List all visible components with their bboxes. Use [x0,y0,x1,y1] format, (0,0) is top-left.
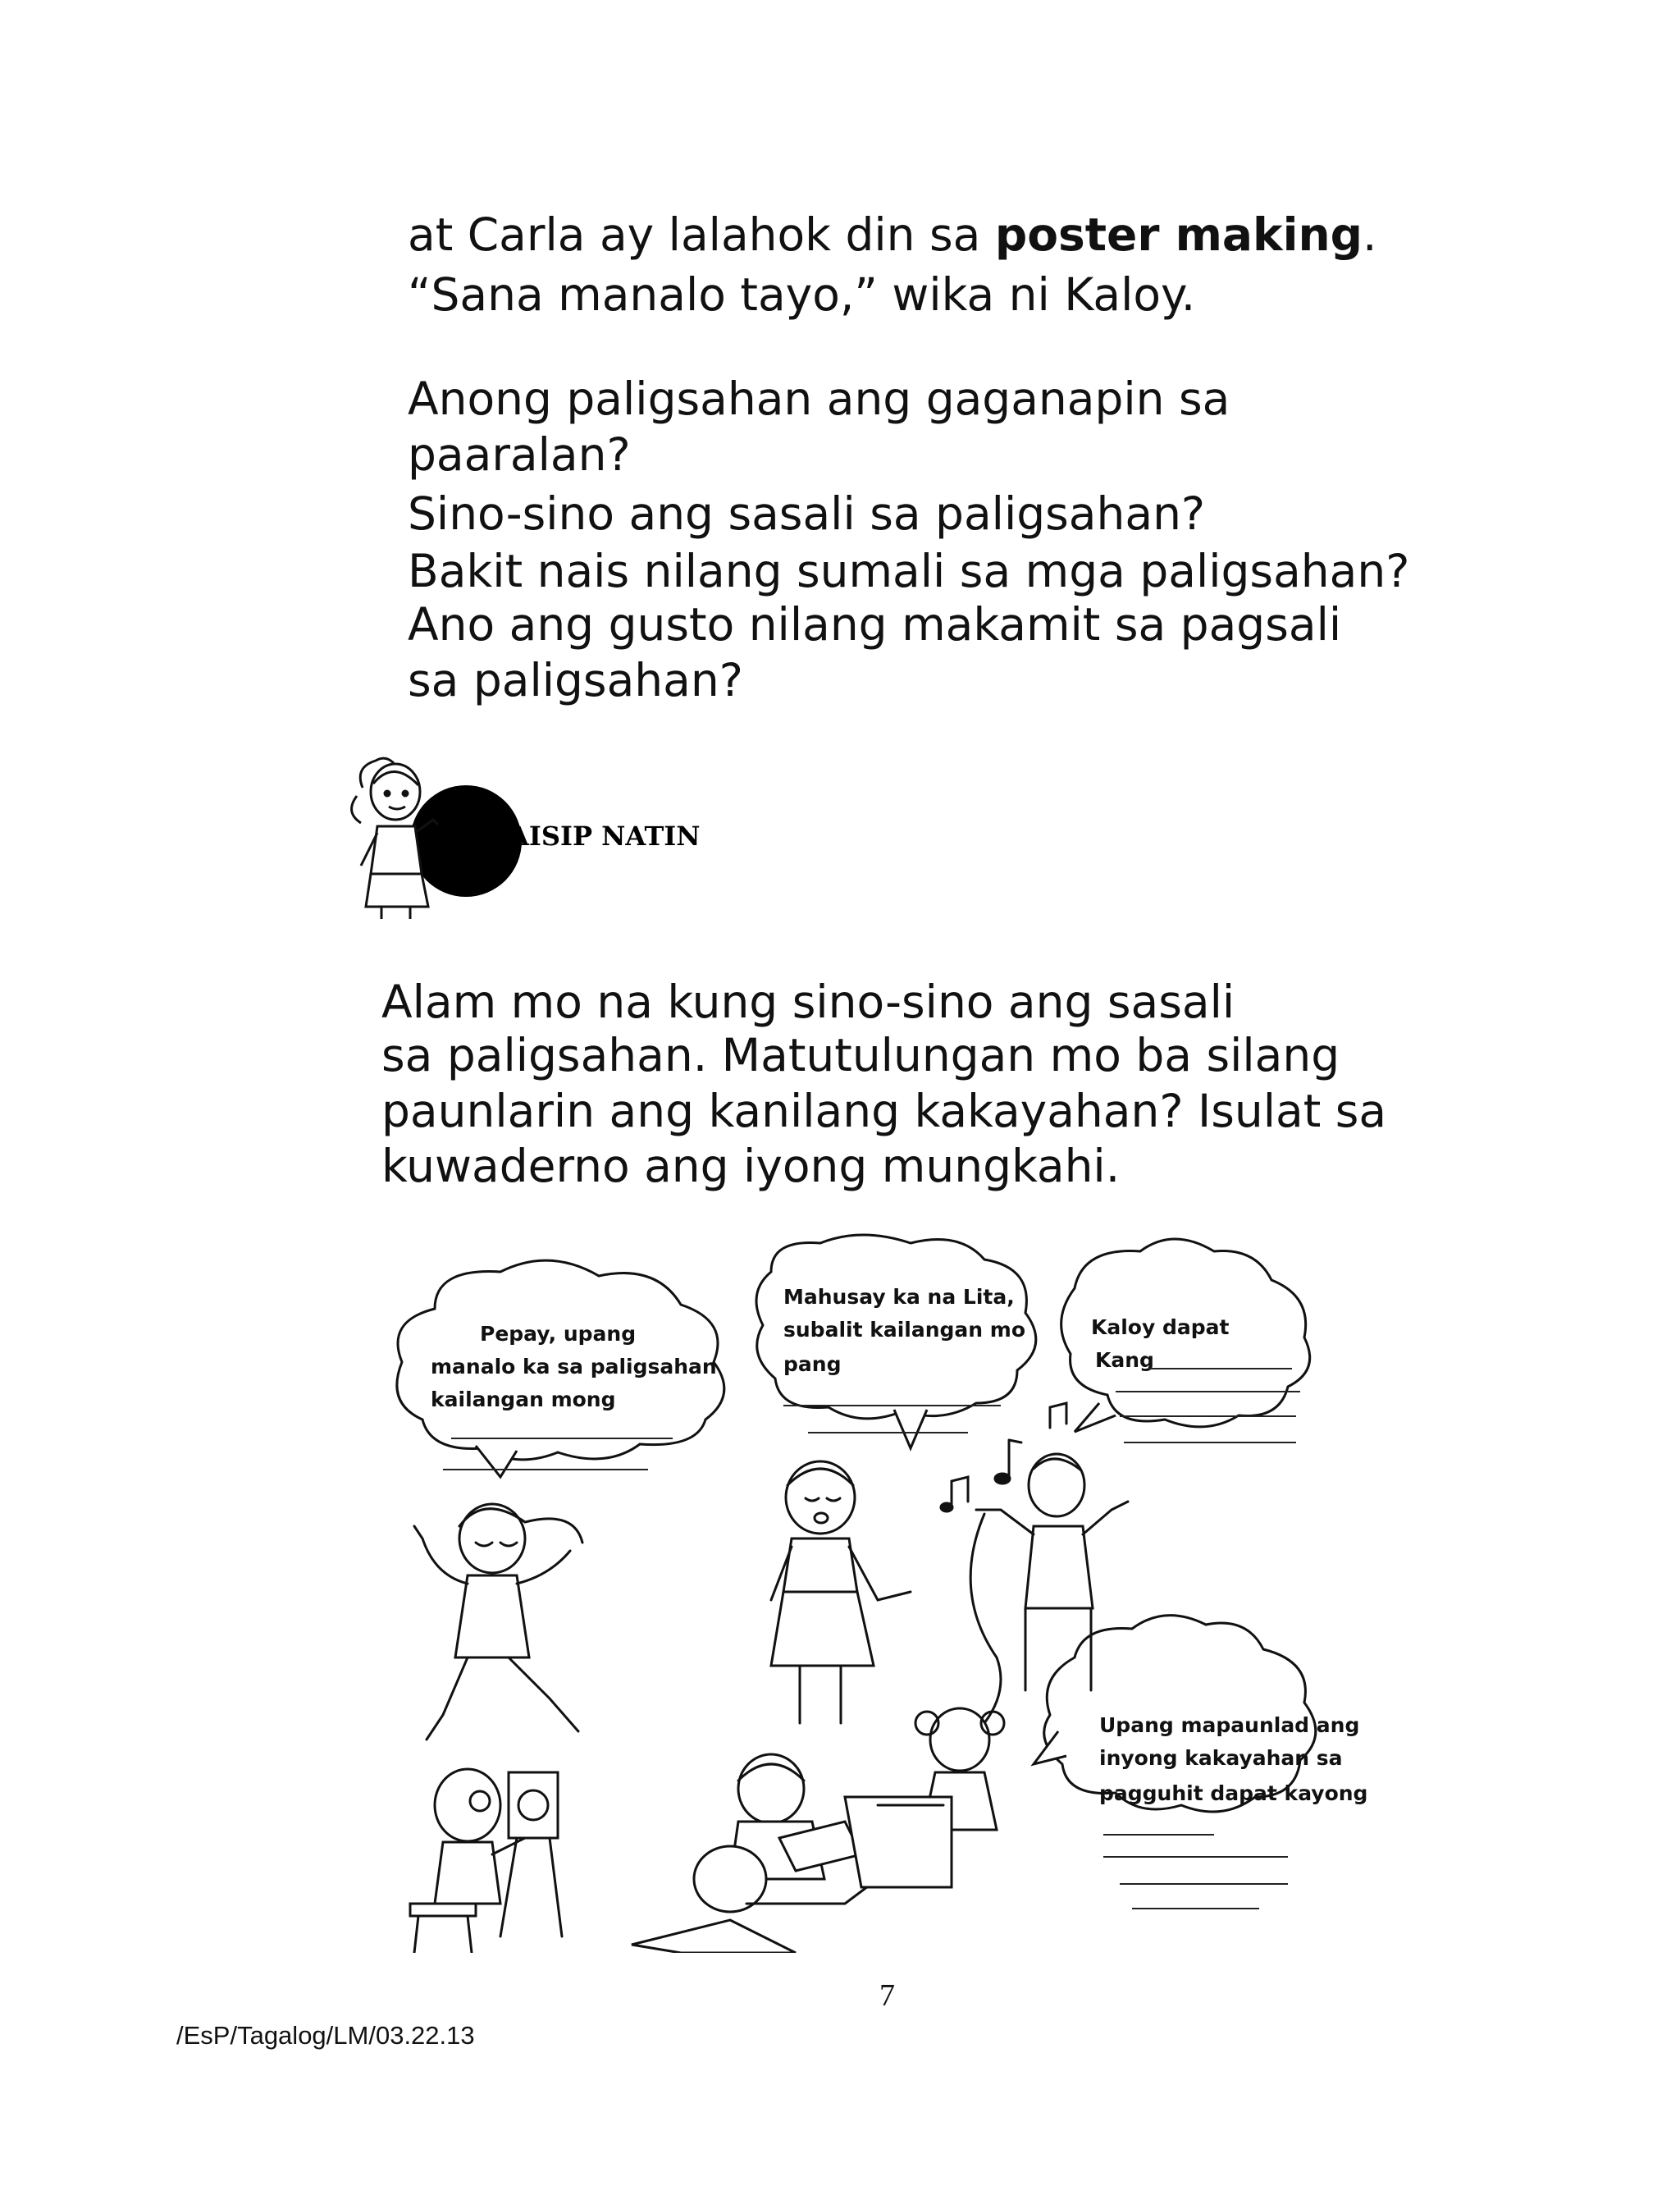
answer-blank [1124,1442,1296,1443]
answer-blank [1120,1415,1296,1417]
answer-blank [1103,1856,1288,1858]
page-number: 7 [879,1978,895,2013]
story-line-2: “Sana manalo tayo,” wika ni Kaloy. [408,268,1196,321]
kaloy-bubble-line-1: Kaloy dapat [1091,1315,1230,1339]
drawing-bubble-line-2: inyong kakayahan sa [1099,1746,1343,1770]
pepay-bubble-line-3: kailangan mong [431,1388,616,1411]
bubble-tail [894,1410,927,1448]
lita-figure [771,1461,911,1723]
lita-bubble-line-1: Mahusay ka na Lita, [783,1285,1015,1309]
instruction-line: sa paligsahan. Matutulungan mo ba silang [381,1029,1340,1081]
question-line: Ano ang gusto nilang makamit sa pagsali [408,598,1342,651]
instruction-line: kuwaderno ang iyong mungkahi. [381,1140,1121,1192]
answer-blank [1120,1883,1288,1885]
instruction-line: paunlarin ang kanilang kakayahan? Isulat sa [381,1085,1387,1137]
answer-blank [808,1432,968,1433]
section-title: ISAISIP NATIN [477,821,701,852]
bubble-tail [1075,1403,1116,1432]
pepay-bubble-line-2: manalo ka sa paligsahan [431,1355,717,1378]
lita-bubble-line-2: subalit kailangan mo [783,1318,1026,1342]
document-code: /EsP/Tagalog/LM/03.22.13 [176,2021,475,2050]
answer-blank [451,1438,673,1439]
drawing-bubble-line-3: pagguhit dapat kayong [1099,1781,1368,1805]
question-line: sa paligsahan? [408,654,743,706]
answer-blank [1103,1834,1214,1836]
painter-figure [410,1769,562,1953]
pepay-figure [414,1504,582,1740]
answer-blank [1132,1908,1259,1909]
pepay-bubble-line-1: Pepay, upang [480,1322,637,1346]
drawing-bubble-line-1: Upang mapaunlad ang [1099,1713,1360,1737]
story-bold-term: poster making [994,208,1363,261]
question-line: Anong paligsahan ang gaganapin sa [408,373,1230,425]
story-line-1-end: . [1363,208,1377,261]
question-line: Bakit nais nilang sumali sa mga paligsahan? [408,545,1410,597]
answer-blank [1148,1368,1292,1369]
question-line: paaralan? [408,428,631,481]
kaloy-bubble-line-2: Kang [1095,1348,1154,1372]
desk-girl-figure [845,1708,1004,1887]
instruction-line: Alam mo na kung sino-sino ang sasali [381,976,1235,1028]
story-line-1 [408,209,1376,260]
answer-blank [443,1469,648,1470]
lita-bubble-line-3: pang [783,1352,842,1376]
bubble-tail [476,1446,517,1477]
question-line: Sino-sino ang sasali sa paligsahan? [408,487,1206,540]
answer-blank [1116,1391,1300,1392]
answer-blank [783,1405,1001,1406]
story-line-1-text: at Carla ay lalahok din sa [408,208,995,261]
